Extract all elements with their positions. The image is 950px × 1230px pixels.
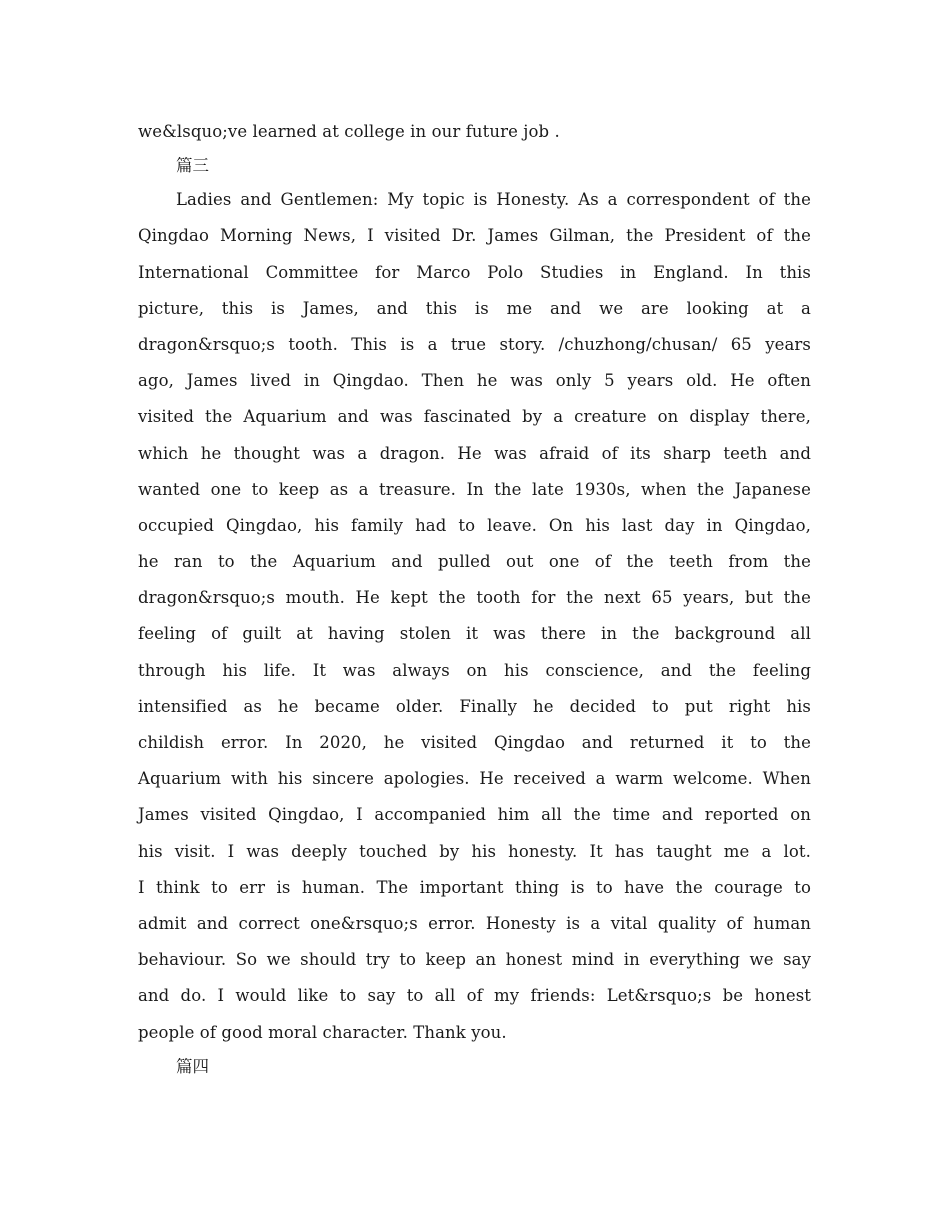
- paragraph-line: feeling of guilt at having stolen it was there in the background all: [138, 624, 811, 644]
- paragraph-line: occupied Qingdao, his family had to leave. On his last day in Qingdao,: [138, 515, 811, 535]
- paragraph-line: dragon&rsquo;s mouth. He kept the tooth for the next 65 years, but the: [138, 588, 811, 608]
- paragraph-line: his visit. I was deeply touched by his honesty. It has taught me a lot.: [138, 841, 811, 861]
- paragraph-line: dragon&rsquo;s tooth. This is a true story. /chuzhong/chusan/ 65 years: [138, 334, 811, 354]
- document-page: [138, 114, 811, 1083]
- paragraph-line: people of good moral character. Thank you.: [138, 1022, 507, 1042]
- paragraph-line: intensified as he became older. Finally he decided to put right his: [138, 696, 811, 716]
- continuation-line: we&lsquo;ve learned at college in our future job .: [138, 122, 560, 141]
- paragraph-line: International Committee for Marco Polo Studies in England. In this: [138, 262, 811, 282]
- paragraph-line: he ran to the Aquarium and pulled out one of the teeth from the: [138, 552, 811, 572]
- paragraph-line: admit and correct one&rsquo;s error. Honesty is a vital quality of human: [138, 913, 811, 933]
- section-heading-4: 篇四: [176, 1056, 209, 1076]
- paragraph-line: childish error. In 2020, he visited Qingdao and returned it to the: [138, 733, 811, 752]
- paragraph-line: wanted one to keep as a treasure. In the late 1930s, when the Japanese: [138, 479, 811, 499]
- paragraph-line: through his life. It was always on his conscience, and the feeling: [138, 660, 811, 680]
- section-heading-3: 篇三: [176, 156, 209, 176]
- paragraph-line: Aquarium with his sincere apologies. He received a warm welcome. When: [138, 769, 811, 789]
- paragraph-line: behaviour. So we should try to keep an honest mind in everything we say: [138, 950, 811, 970]
- section-3-paragraph: [138, 182, 811, 1051]
- paragraph-line: James visited Qingdao, I accompanied him all the time and reported on: [138, 805, 811, 825]
- paragraph-line: ago, James lived in Qingdao. Then he was only 5 years old. He often: [138, 371, 811, 391]
- paragraph-line: which he thought was a dragon. He was afraid of its sharp teeth and: [138, 443, 811, 463]
- paragraph-line: I think to err is human. The important thing is to have the courage to: [138, 877, 811, 897]
- paragraph-line: visited the Aquarium and was fascinated by a creature on display there,: [138, 407, 811, 427]
- paragraph-line: picture, this is James, and this is me and we are looking at a: [138, 298, 811, 318]
- paragraph-line: Ladies and Gentlemen: My topic is Honesty. As a correspondent of the: [176, 190, 811, 210]
- paragraph-line: Qingdao Morning News, I visited Dr. James Gilman, the President of the: [138, 226, 811, 246]
- paragraph-line: and do. I would like to say to all of my friends: Let&rsquo;s be honest: [138, 986, 811, 1006]
